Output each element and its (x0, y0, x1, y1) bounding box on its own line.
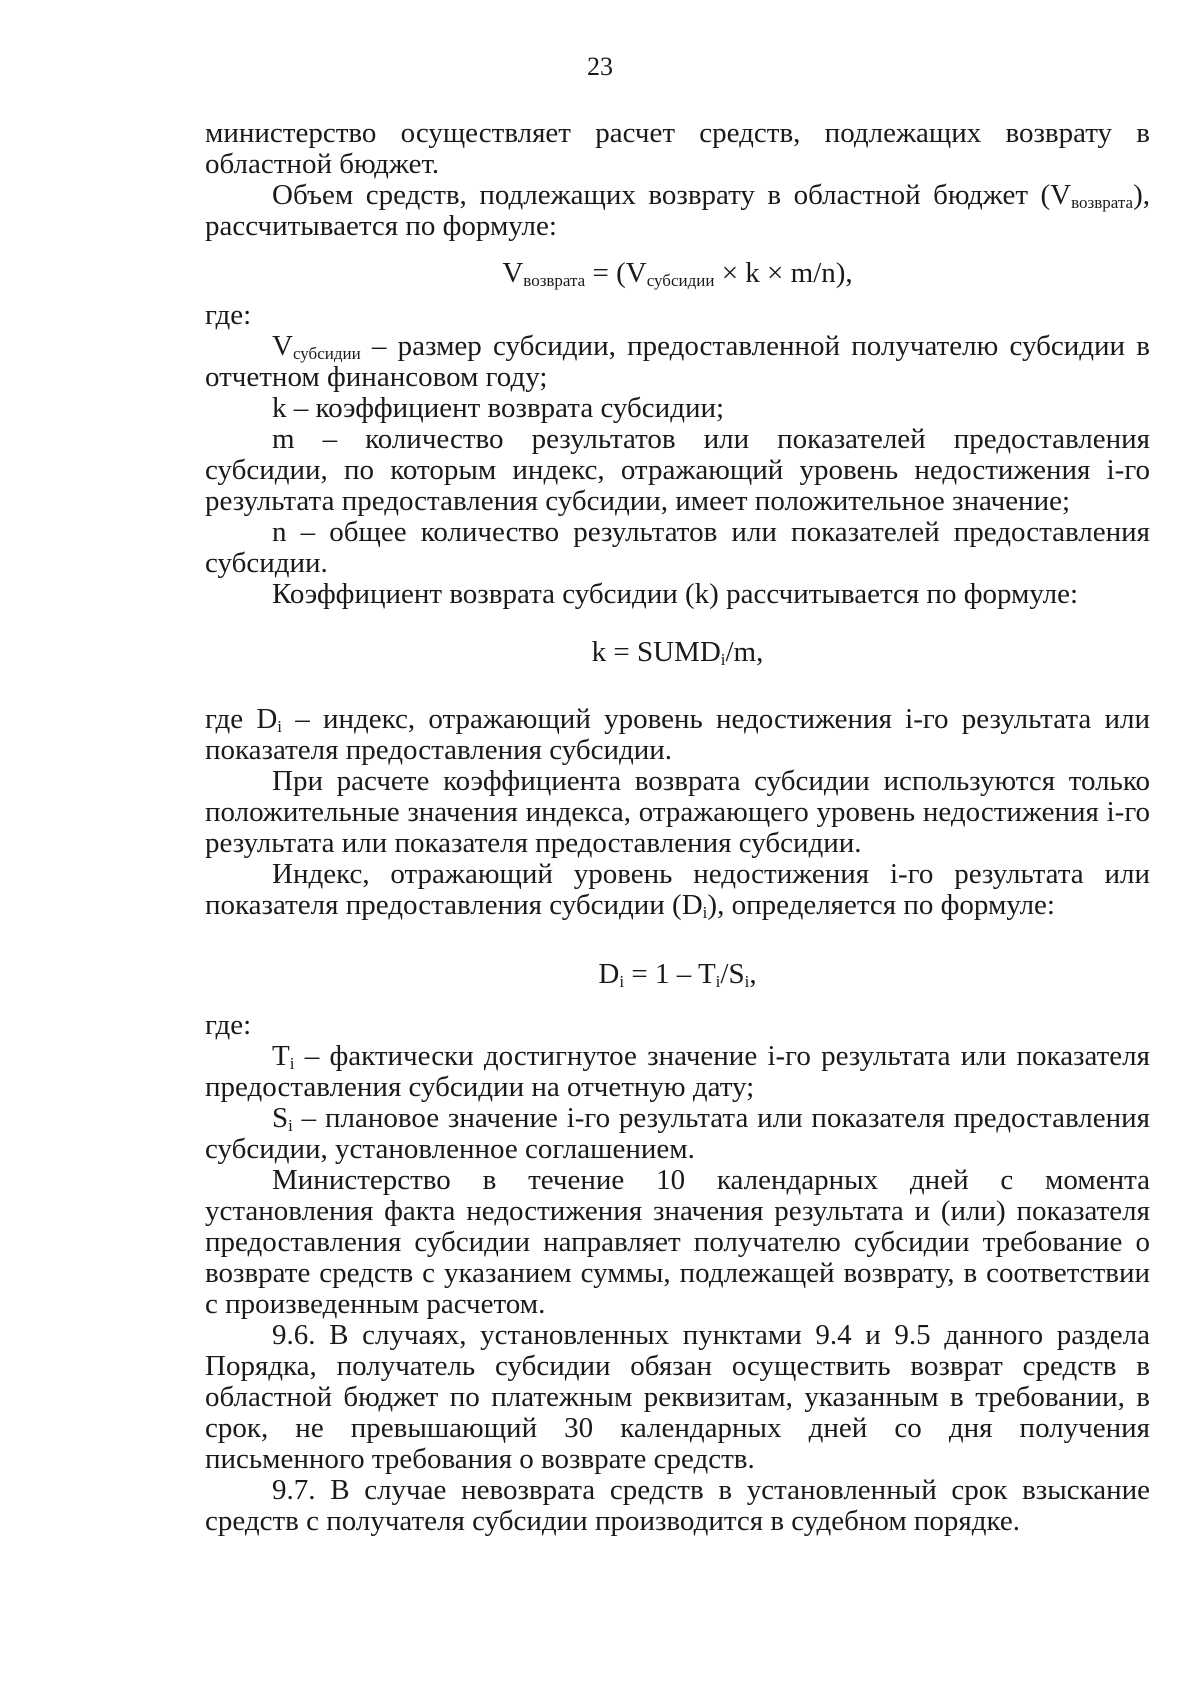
document-body (205, 118, 1150, 1537)
where-label: где: (205, 299, 252, 331)
formula-di: $D_i = 1 - T_i/S_i$, (598, 958, 757, 991)
where-label-2: где: (205, 1009, 252, 1041)
formula-volume: $V_{возврата} = (V_{субсидии} \times k \times m/n)$, (502, 257, 853, 290)
paragraph-k-intro: Коэффициент возврата субсидии (k) рассчитывается по формуле: (272, 578, 1079, 610)
paragraph-ministry: Министерство в течение 10 календарных дней с момента установления факта недостижения значения результата и (или) показателя предоставления субсидии направляет получателю субсидии требование о возврате средств с указанием суммы, подлежащей возврату, в соответствии с произведенным расчетом. (205, 1164, 1150, 1320)
def-k: k – коэффициент возврата субсидии; (272, 392, 725, 424)
def-n: n – общее количество результатов или показателей предоставления субсидии. (205, 516, 1150, 579)
paragraph-9-6: 9.6. В случаях, установленных пунктами 9.4 и 9.5 данного раздела Порядка, получатель субсидии обязан осуществить возврат средств в областной бюджет по платежным реквизитам, указанным в требовании, в срок, не превышающий 30 календарных дней со дня получения письменного требования о возврате средств. (205, 1319, 1150, 1475)
def-ti: $T_i$ – фактически достигнутое значение i-го результата или показателя предоставления субсидии на отчетную дату; (205, 1040, 1150, 1103)
paragraph-continuation: министерство осуществляет расчет средств, подлежащих возврату в областной бюджет. (205, 117, 1150, 180)
formula-k: $k = SUMD_i/m$, (591, 636, 764, 669)
def-m: m – количество результатов или показателей предоставления субсидии, по которым индекс, отражающий уровень недостижения i-го результата предоставления субсидии, имеет положительное значение; (205, 423, 1150, 517)
paragraph-volume-intro: Объем средств, подлежащих возврату в областной бюджет $(V_{возврата})$, рассчитывается по формуле: (205, 179, 1150, 242)
paragraph-calc: При расчете коэффициента возврата субсидии используются только положительные значения индекса, отражающего уровень недостижения i-го результата или показателя предоставления субсидии. (205, 765, 1150, 859)
paragraph-index-intro: Индекс, отражающий уровень недостижения i-го результата или показателя предоставления субсидии $(D_i)$, определяется по формуле: (205, 858, 1150, 922)
paragraph-9-7: 9.7. В случае невозврата средств в установленный срок взыскание средств с получателя субсидии производится в судебном порядке. (205, 1474, 1150, 1537)
def-di: где $D_i$ – индекс, отражающий уровень недостижения i-го результата или показателя предоставления субсидии. (205, 703, 1150, 766)
def-si: $S_i$ – плановое значение i-го результата или показателя предоставления субсидии, установленное соглашением. (205, 1102, 1150, 1165)
def-v-subsidy: $V_{субсидии}$ – размер субсидии, предоставленной получателю субсидии в отчетном финансовом году; (205, 330, 1150, 393)
page-number: 23 (587, 52, 613, 81)
